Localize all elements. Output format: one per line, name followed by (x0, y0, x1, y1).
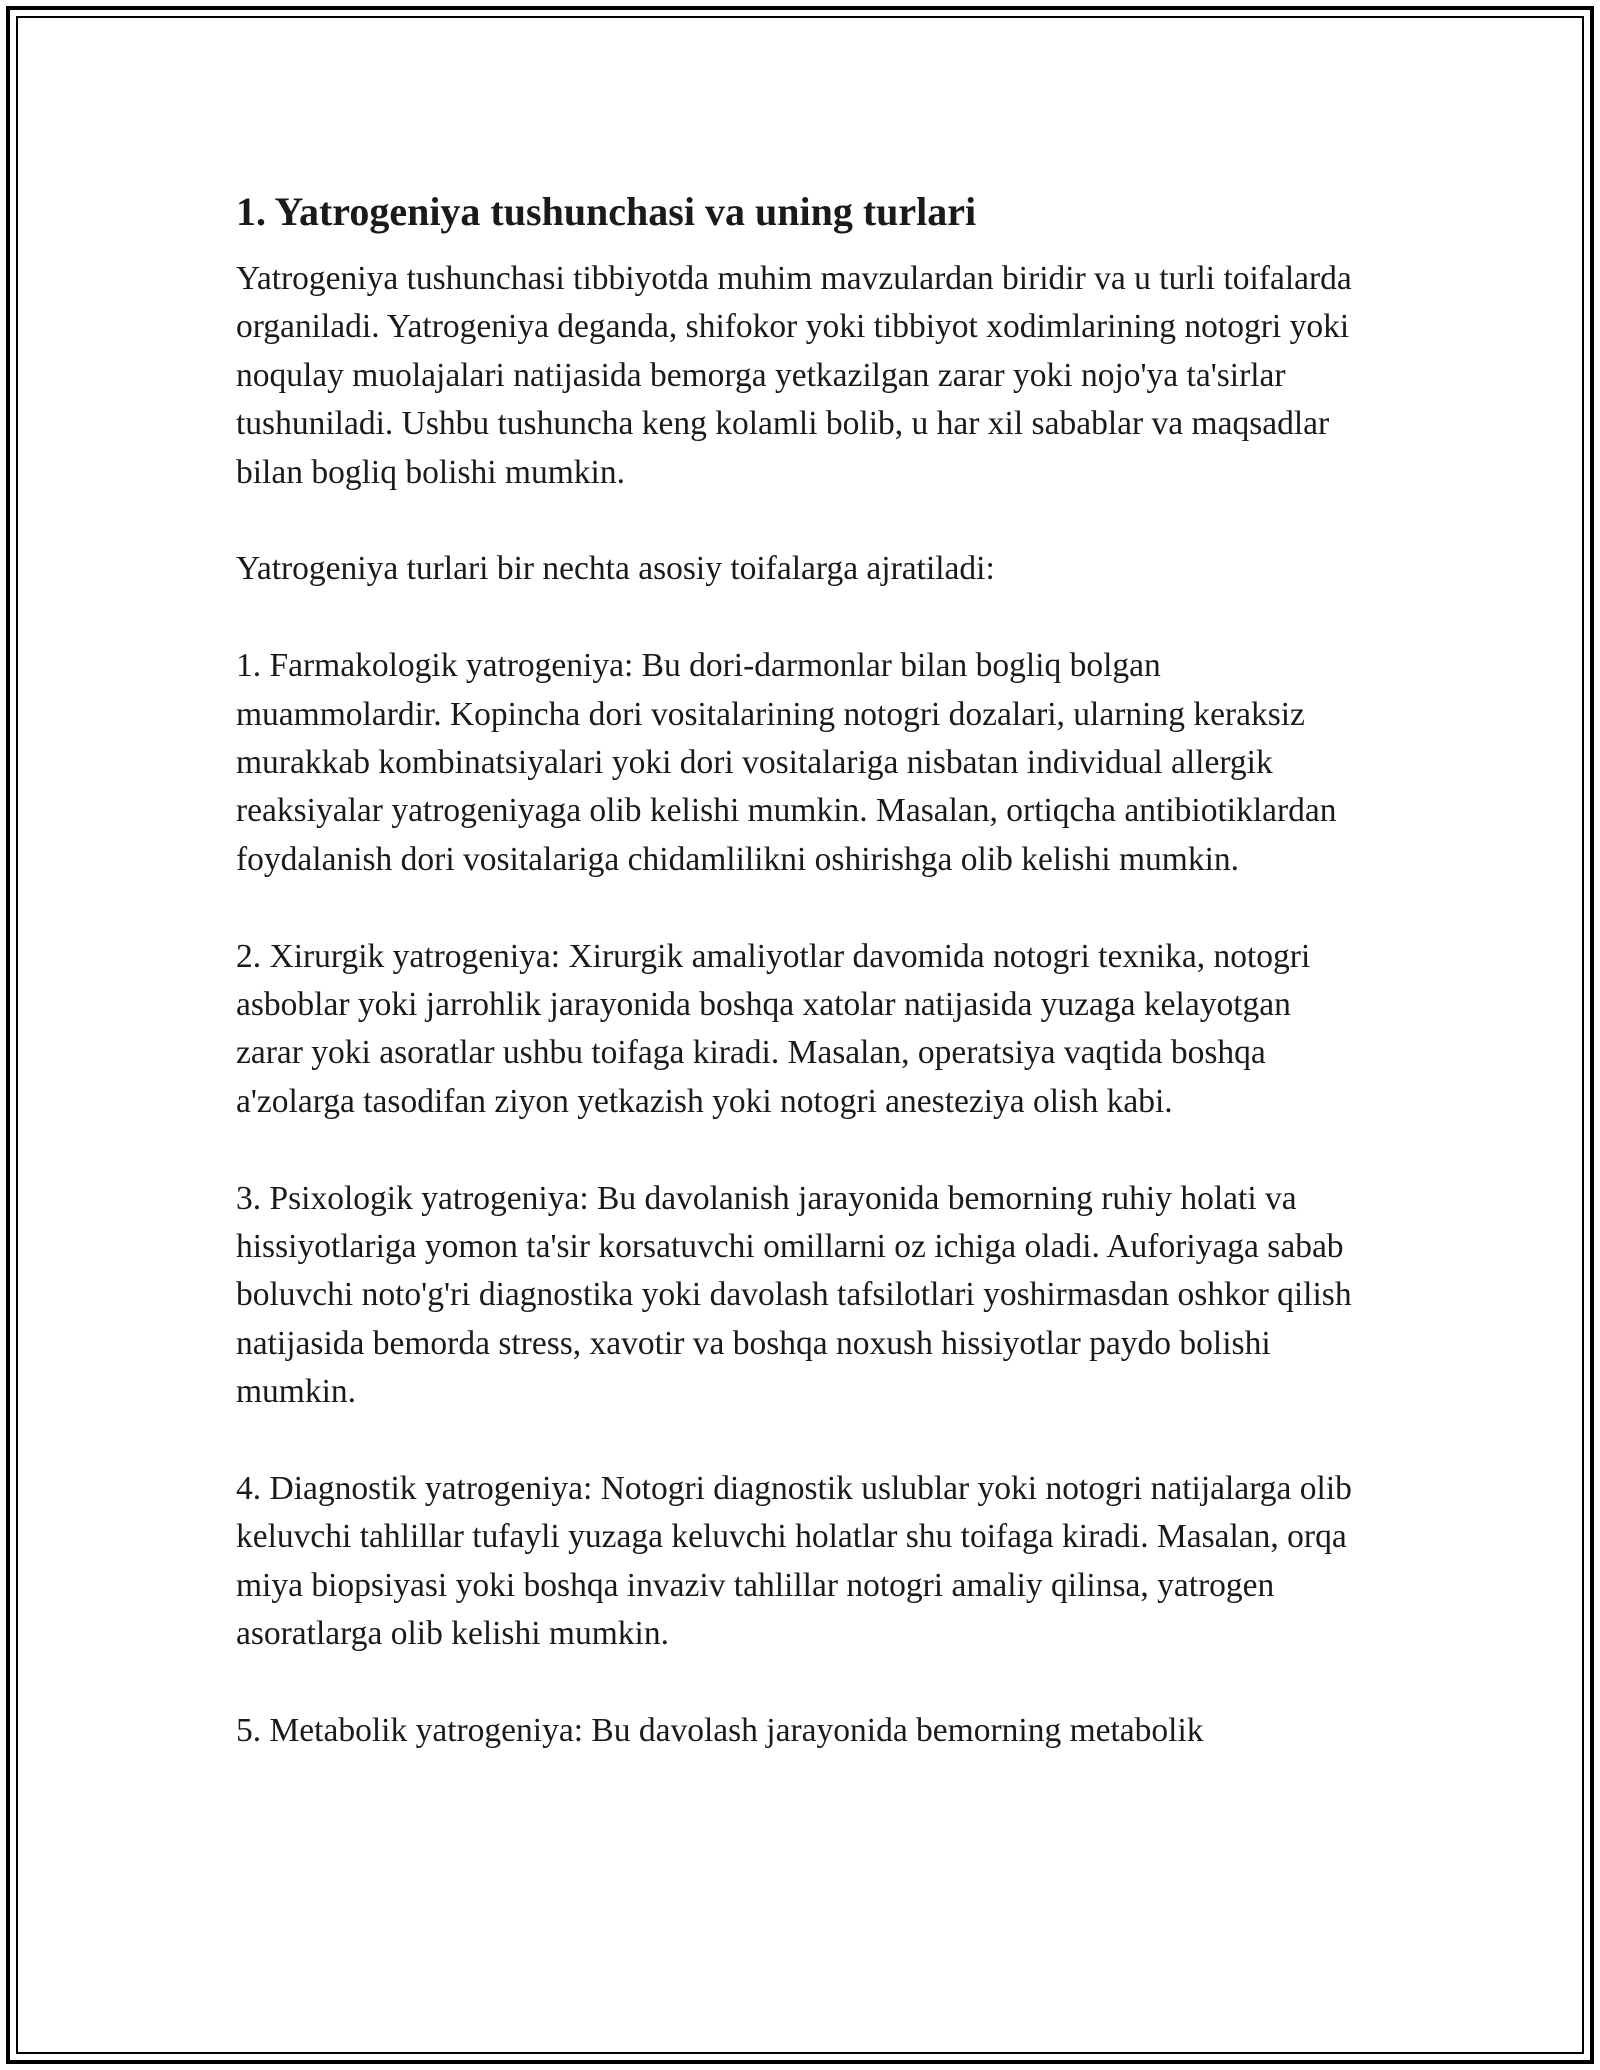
paragraph-intro: Yatrogeniya tushunchasi tibbiyotda muhim mavzulardan biridir va u turli toifalarda organiladi. Yatrogeniya deganda, shifokor yoki tibbiyot xodimlarining notogri yoki noqulay muolajalari natijasida bemorga yetkazilgan zarar yoki nojo'ya ta'sirlar tushuniladi. Ushbu tushuncha keng kolamli bolib, u har xil sabablar va maqsadlar bilan bogliq bolishi mumkin. (236, 260, 1352, 491)
paragraph-metabolic: 5. Metabolik yatrogeniya: Bu davolash jarayonida bemorning metabolik (236, 1712, 1204, 1750)
paragraph-types-intro: Yatrogeniya turlari bir nechta asosiy toifalarga ajratiladi: (236, 550, 995, 588)
paragraph-pharmacological: 1. Farmakologik yatrogeniya: Bu dori-darmonlar bilan bogliq bolgan muammolardir. Kopincha dori vositalarining notogri dozalari, ularning keraksiz murakkab kombinatsiyalari yoki dori vositalariga nisbatan individual allergik reaksiyalar yatrogeniyaga olib kelishi mumkin. Masalan, ortiqcha antibiotiklardan foydalanish dori vositalariga chidamlilikni oshirishga olib kelishi mumkin. (236, 647, 1337, 878)
paragraph-diagnostic: 4. Diagnostik yatrogeniya: Notogri diagnostik uslublar yoki notogri natijalarga olib keluvchi tahlillar tufayli yuzaga keluvchi holatlar shu toifaga kiradi. Masalan, orqa miya biopsiyasi yoki boshqa invaziv tahlillar notogri amaliy qilinsa, yatrogen asoratlarga olib kelishi mumkin. (236, 1470, 1352, 1653)
section-heading: 1. Yatrogeniya tushunchasi va uning turlari (236, 189, 977, 234)
paragraph-psychological: 3. Psixologik yatrogeniya: Bu davolanish jarayonida bemorning ruhiy holati va hissiyotlariga yomon ta'sir korsatuvchi omillarni oz ichiga oladi. Auforiyaga sabab boluvchi noto'g'ri diagnostika yoki davolash tafsilotlari yoshirmasdan oshkor qilish natijasida bemorda stress, xavotir va boshqa noxush hissiyotlar paydo bolishi mumkin. (236, 1179, 1352, 1411)
document-body (236, 186, 1366, 1804)
paragraph-surgical: 2. Xirurgik yatrogeniya: Xirurgik amaliyotlar davomida notogri texnika, notogri asboblar yoki jarrohlik jarayonida boshqa xatolar natijasida yuzaga kelayotgan zarar yoki asoratlar ushbu toifaga kiradi. Masalan, operatsiya vaqtida boshqa a'zolarga tasodifan ziyon yetkazish yoki notogri anesteziya olish kabi. (236, 937, 1311, 1120)
